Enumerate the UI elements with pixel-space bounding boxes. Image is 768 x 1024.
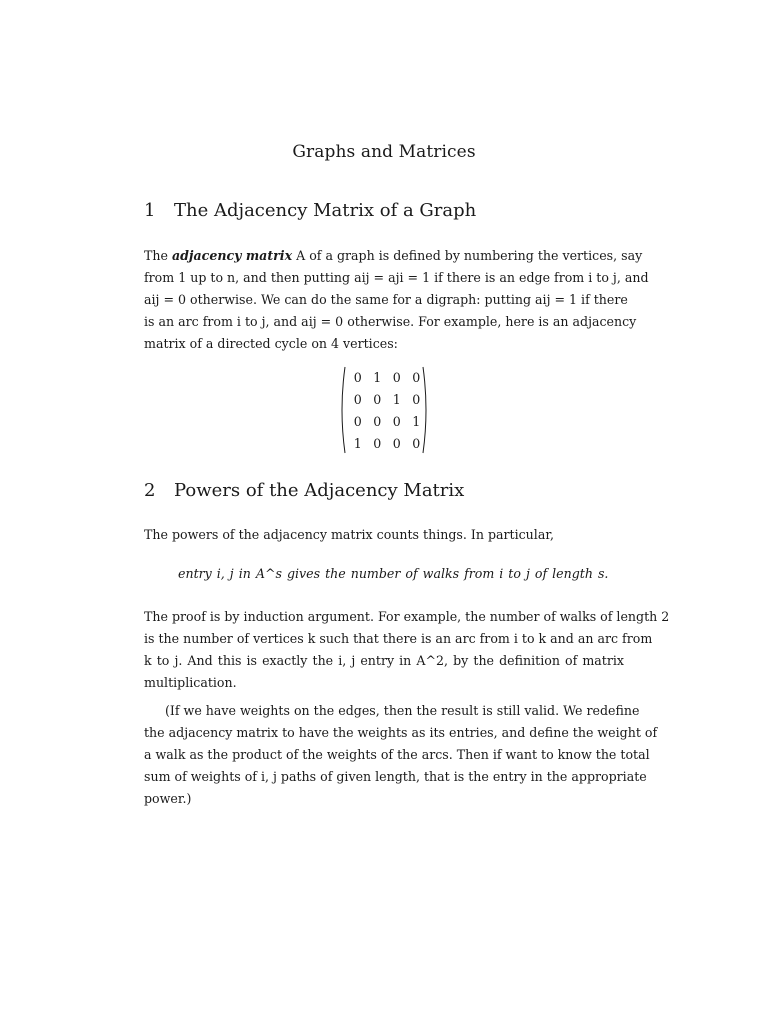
matrix-cell: 0 (392, 369, 401, 385)
matrix-cell: 1 (353, 435, 362, 451)
paragraph-line: matrix of a directed cycle on 4 vertices: (144, 336, 398, 351)
left-parenthesis (338, 366, 346, 454)
matrix-cell: 0 (412, 435, 421, 451)
matrix-cell: 1 (373, 369, 382, 385)
paragraph-powers-intro (144, 524, 624, 546)
matrix-cell: 0 (412, 369, 421, 385)
matrix-cell: 1 (392, 391, 401, 407)
matrix-row (348, 388, 426, 410)
paragraph-line: is an arc from i to j, and aij = 0 otherwise. For example, here is an adjacency (144, 314, 637, 329)
paragraph-weights-note (144, 700, 658, 810)
paragraph-line: the adjacency matrix to have the weights as its entries, and define the weight of (144, 725, 658, 740)
matrix-cell: 0 (373, 413, 382, 429)
paragraph-line: a walk as the product of the weights of the arcs. Then if want to know the total (144, 747, 650, 762)
paragraph-line: aij = 0 otherwise. We can do the same for a digraph: putting aij = 1 if there (144, 292, 628, 307)
matrix-cell: 0 (353, 413, 362, 429)
paragraph-adjacency-definition (144, 245, 649, 355)
paragraph-proof (144, 606, 670, 694)
paragraph-line: from 1 up to n, and then putting aij = aji = 1 if there is an edge from i to j, and (144, 270, 649, 285)
paragraph-line: The adjacency matrix A of a graph is defined by numbering the vertices, say (144, 248, 643, 263)
section-number: 1 (144, 200, 156, 221)
paragraph-line: The powers of the adjacency matrix counts things. In particular, (144, 527, 554, 542)
section-number: 2 (144, 480, 156, 501)
paragraph-line: (If we have weights on the edges, then the result is still valid. We redefine (165, 703, 640, 718)
adjacency-matrix (338, 366, 430, 454)
section-title: The Adjacency Matrix of a Graph (174, 200, 477, 221)
section-1-heading (144, 200, 476, 221)
paragraph-line: multiplication. (144, 675, 237, 690)
matrix-row (348, 410, 426, 432)
section-2-heading (144, 480, 464, 501)
right-parenthesis (422, 366, 430, 454)
paragraph-line: k to j. And this is exactly the i, j entry in A^2, by the definition of matrix (144, 653, 624, 668)
document-title: Graphs and Matrices (292, 142, 476, 162)
matrix-cell: 0 (353, 391, 362, 407)
matrix-cell: 0 (373, 435, 382, 451)
matrix-cell: 0 (392, 435, 401, 451)
section-title: Powers of the Adjacency Matrix (174, 480, 465, 501)
defined-term: adjacency matrix (171, 248, 293, 263)
matrix-cell: 0 (392, 413, 401, 429)
paragraph-line: power.) (144, 791, 192, 806)
matrix-cell: 0 (412, 391, 421, 407)
matrix-table (348, 366, 426, 454)
paragraph-line: The proof is by induction argument. For example, the number of walks of length 2 (144, 609, 670, 624)
paragraph-line: sum of weights of i, j paths of given length, that is the entry in the appropriate (144, 769, 647, 784)
matrix-cell: 0 (353, 369, 362, 385)
matrix-row (348, 366, 426, 388)
paragraph-line: is the number of vertices k such that there is an arc from i to k and an arc from (144, 631, 653, 646)
matrix-cell: 0 (373, 391, 382, 407)
matrix-row (348, 432, 426, 454)
matrix-cell: 1 (412, 413, 421, 429)
theorem-statement: entry i, j in A^s gives the number of walks from i to j of length s. (178, 566, 609, 581)
